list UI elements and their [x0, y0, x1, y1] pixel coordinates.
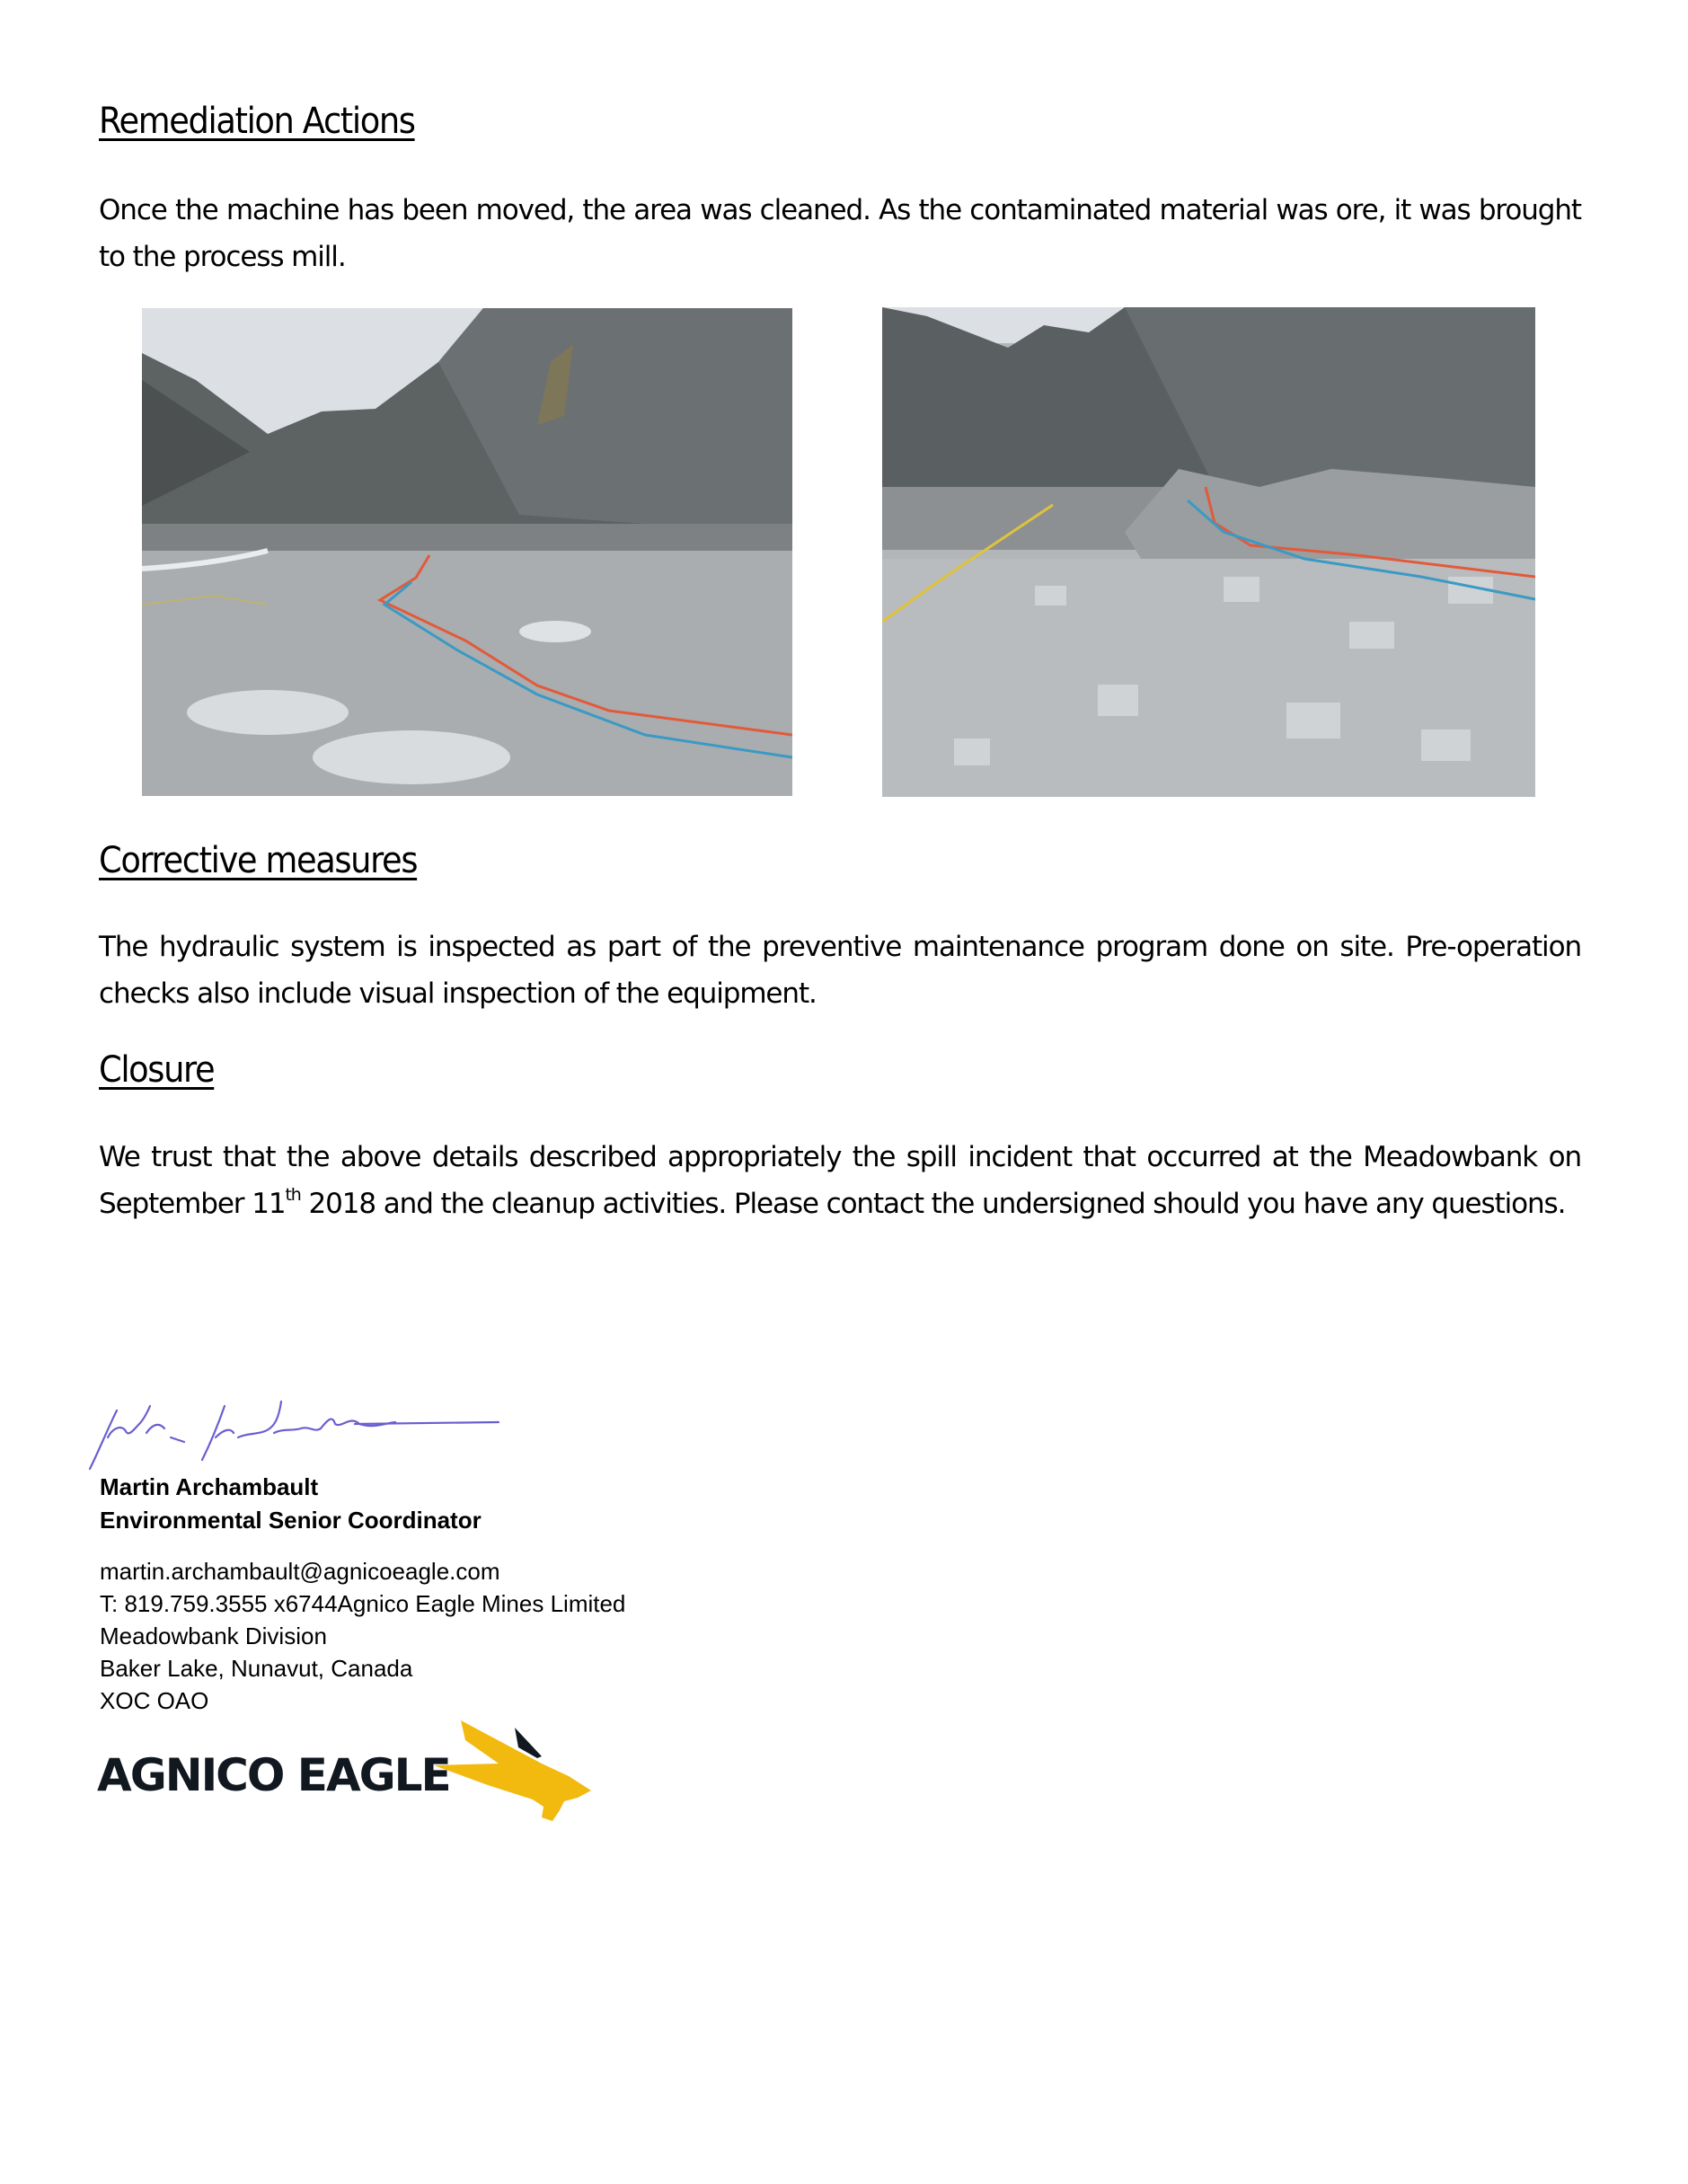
signatory-title: Environmental Senior Coordinator: [100, 1507, 482, 1534]
contact-details: [100, 1555, 625, 1717]
agnico-eagle-logo: [97, 1720, 600, 1828]
photo-ore-pile: [882, 307, 1535, 797]
corrective-measures-paragraph: The hydraulic system is inspected as part of the preventive maintenance program done on site. Pre-operation checks also include visual inspection of the equipment.: [99, 931, 1581, 1010]
closure-text-after-date: 2018 and the cleanup activities. Please contact the undersigned should you have any questions.: [300, 1188, 1566, 1220]
closure-paragraph: [99, 1134, 1581, 1227]
logo-wordmark: AGNICO EAGLE: [97, 1749, 450, 1801]
closure-text-before-date: We trust that the above details described appropriately the spill incident that occurred at the Meadowbank on September 11: [99, 1141, 1581, 1220]
signature-block: [100, 1471, 625, 1717]
corrective-measures-heading: Corrective measures: [99, 840, 418, 881]
photo-pit-floor-cleaned: [142, 308, 792, 796]
remediation-heading: Remediation Actions: [99, 101, 415, 142]
eagle-icon: [434, 1720, 605, 1828]
date-ordinal-suffix: th: [285, 1185, 301, 1205]
phone-company-line: T: 819.759.3555 x6744Agnico Eagle Mines Limited: [100, 1590, 626, 1617]
signatory-name: Martin Archambault: [100, 1473, 319, 1500]
handwritten-signature: [85, 1388, 508, 1473]
postal-code-line: XOC OAO: [100, 1687, 209, 1714]
location-line: Baker Lake, Nunavut, Canada: [100, 1655, 413, 1682]
closure-heading: Closure: [99, 1049, 215, 1091]
remediation-paragraph: Once the machine has been moved, the area was cleaned. As the contaminated material was ore, it was brought to the process mill.: [99, 194, 1581, 273]
division-line: Meadowbank Division: [100, 1623, 327, 1649]
email-link[interactable]: martin.archambault@agnicoeagle.com: [100, 1558, 500, 1585]
